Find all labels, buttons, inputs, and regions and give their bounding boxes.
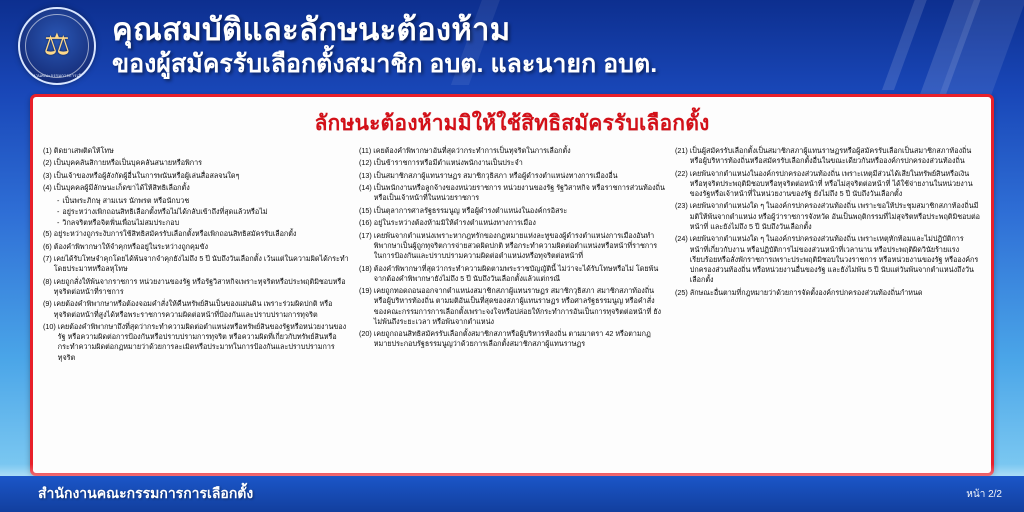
item-text: ต้องคำพิพากษาที่สุดว่ากระทำความผิดตามพระราชบัญญัตินี้ ไม่ว่าจะได้รับโทษหรือไม่ โดยพ้นจากต้องคำพิพากษายังไม่ถึง 5 ปี นับถึงวันเลือกตั้งแล้วแต่กรณี bbox=[373, 263, 659, 283]
item-text: เคยต้องคำพิพากษาถึงที่สุดว่ากระทำความผิดต่อตำแหน่งหรือทรัพย์สินของรัฐหรือหน่วยงานของรัฐ หรือความผิดต่อการป้องกันหรือปราบปรามการทุจริต หรือความผิดที่เกี่ยวกับทรัพย์สินหรือกระทำความผิดต่อกฏหมายว่าด้วยการละเมิดหรือประมาทในการป้องกันและปราบปรามการทุจริต bbox=[57, 321, 347, 362]
list-item bbox=[43, 146, 349, 156]
dash-bullet-icon: - bbox=[57, 195, 60, 205]
title-block bbox=[112, 13, 657, 79]
emblem-scales-icon: ⚖ bbox=[43, 28, 71, 62]
list-item bbox=[359, 218, 665, 228]
list-item bbox=[675, 234, 981, 285]
list-item bbox=[43, 277, 349, 297]
list-item bbox=[43, 171, 349, 181]
list-item bbox=[43, 229, 349, 239]
item-number: (1) bbox=[43, 146, 52, 155]
item-number: (3) bbox=[43, 170, 52, 180]
item-number: (5) bbox=[43, 229, 52, 239]
card-title: ลักษนะต้องห้ามมิให้ใช้สิทธิสมัครรับเลือกตั้ง bbox=[314, 112, 710, 135]
list-item bbox=[43, 322, 349, 363]
item-number: (23) bbox=[675, 201, 688, 211]
item-text: เคยถูกทอดถอนออกจากตำแหน่งสมาชิกสภาผู้แทนราษฏร สมาชิกวุธิสภา สมาชิกสภาท้องถิ่น หรือผู้บริหารท้องถิ่น ตามมติอันเป็นที่สุดของสภาผู้แทนราษฏร หรือศาลรัฐธรรมนูญ หรือคำสั่งของคณะกรรมการการเลือกตั้งเพราะจงใจหรือปล่อยให้กระทำการอันเป็นการทุจริตต่อหน้าที่ ยังไม่พ้นถึงระยะเวลา หรือพ้นจากตำแหน่ง bbox=[373, 286, 662, 326]
item-text: ลักษณะอื่นตามที่กฎหมายว่าด้วยการจัดตั้งองค์กรปกครองส่วนท้องถิ่นกำหนด bbox=[689, 287, 923, 297]
list-item bbox=[359, 329, 665, 349]
item-number: (2) bbox=[43, 158, 52, 168]
item-number: (17) bbox=[359, 230, 372, 240]
item-text: เป็นผู้สมัครรับเลือกตั้งเป็นสมาชิกสภาผู้แทนราษฏรหรือผู้สมัครรับเลือกเป็นสมาชิกสภาท้องถิ่นหรือผู้บริหารท้องถิ่นหรือสมัครรับเลือกตั้งอื่นในขณะเดียวกันหรือองค์กรปกครองส่วนท้องถิ่น bbox=[689, 146, 972, 166]
item-number: (4) bbox=[43, 183, 52, 193]
sub-item bbox=[43, 196, 349, 206]
content-card bbox=[30, 94, 994, 476]
content-columns bbox=[43, 146, 981, 365]
column-1 bbox=[43, 146, 349, 365]
dash-bullet-icon: - bbox=[57, 206, 60, 216]
item-text: เคยต้องคำพิพากษาอันที่สุดว่ากระทำการเป็นทุจริตในการเลือกตั้ง bbox=[373, 146, 571, 155]
page-title: คุณสมบัติและลักษนะต้องห้าม bbox=[112, 11, 511, 47]
item-number: (16) bbox=[359, 218, 372, 228]
list-item bbox=[43, 242, 349, 252]
item-number: (12) bbox=[359, 158, 372, 168]
list-item bbox=[359, 206, 665, 216]
list-item bbox=[43, 299, 349, 319]
list-item bbox=[43, 183, 349, 193]
item-text: เป็นบุคคลผู้มีลักษนะเก็ดขาได้ให้สิทธิเลือกตั้ง bbox=[53, 183, 190, 193]
list-item bbox=[43, 158, 349, 168]
item-number: (24) bbox=[675, 234, 688, 244]
slide-footer bbox=[0, 476, 1024, 512]
item-text: ติดยาเสพติดให้โทษ bbox=[53, 146, 114, 155]
list-item bbox=[675, 169, 981, 200]
item-text: เป็นสมาชิกสภาผู้แทนราษฏร สมาชิกวุธิสภา หรือผู้ดำรงตำแหน่งทางการเมืองอื่น bbox=[373, 170, 618, 180]
item-text: เป็นบุคคลันสิกายหรือเป็นบุคคลันสนายหรือพิการ bbox=[53, 158, 203, 168]
item-number: (10) bbox=[43, 321, 56, 331]
sub-item bbox=[43, 207, 349, 217]
list-item bbox=[359, 183, 665, 203]
item-number: (19) bbox=[359, 286, 372, 296]
item-number: (22) bbox=[675, 168, 688, 178]
item-number: (25) bbox=[675, 287, 688, 297]
list-item bbox=[43, 254, 349, 274]
item-text: เป็นเจ้าของหรือผู้สังกัดผู้อื่นในการพนันหรือผู้เล่นสื่อสลจนใดๆ bbox=[53, 170, 240, 180]
item-text: อยู่ระหว่างถูกระงับการใช้สิทธิสมัครรับเลือกตั้งหรือเพิกถอนสิทธิสมัครรับเลือกตั้ง bbox=[53, 229, 297, 239]
dash-bullet-icon: - bbox=[57, 218, 60, 228]
organization-name: สำนักงานคณะกรรมการการเลือกตั้ง bbox=[38, 485, 254, 501]
item-text: เคยพ้นจากตำแหน่งเพราะหากฎทรักของกฏหมายแห่งละทูของผู้ดำรงตำแหน่งการเมืองอันทำพิพากษาเป็นผู้ถูกทุจริตการจ่ายสวดผิดปกติ หรือกระทำความผิดต่อตำแหน่งหรือหน้าที่ราชการในการป้องกันและปราบปรามความผิดต่อตำแหน่งหรือทุจริตต่อหน้าที่ bbox=[373, 230, 658, 261]
page-subtitle: ของผู้สมัครรับเลือกตั้งสมาชิก อบต. และนายก อบต. bbox=[112, 49, 658, 78]
slide-header bbox=[0, 0, 1024, 92]
item-number: (6) bbox=[43, 241, 52, 251]
item-text: เคยพ้นจากตำแหน่งใด ๆ ในองค์กรปกครองส่วนท้องถิ่น เพราะขอให้ประชุมสมาชิกสภาท้องถิ่นมีมติให้พ้นจากตำแหน่ง หรือผู้ว่าราชการจังหวัด อันเป็นพฤติกรรมที่ไม่สุจริตหรือประพฤติมิชอบต่อหน้าที่ และยังไม่ถึง 5 ปี นับถึงวันเลือกตั้ง bbox=[689, 201, 980, 231]
item-text: เป็นข้าราชการหรือมีตำแหน่งพนักงานเป็นประจำ bbox=[373, 158, 523, 168]
item-text: ต้องคำพิพากษาให้จำคุกหรืออยู่ในระหว่างถูกคุมขัง bbox=[53, 241, 209, 251]
list-item bbox=[359, 286, 665, 327]
item-text: เคยพ้นจากตำแหน่งใด ๆ ในองค์กรปกครองส่วนท้องถิ่น เพราะเหตุทักท้อมและไม่ปฏิบัติการหน้าที่เกี่ยวกับงาน หรือปฏิบัติการไม่ของส่วนหน้าที่เวลานาน หรือประพฤติผิดวินัยร้ายแรง เรียบร้อยหรือสั่งพักราชการเพราะประพฤติมิชอบในวงราชการ หรือหน่วยงานของรัฐ หรือองค์กรปกครองส่วนท้องถิ่น หรือหน่วยงานอื่นของรัฐ และยังไม่พ้น 5 ปี นับแต่วันพ้นจากตำแหน่งถึงวันเลือกตั้ง bbox=[689, 234, 979, 285]
column-3 bbox=[675, 146, 981, 300]
list-item bbox=[359, 171, 665, 181]
item-number: (20) bbox=[359, 329, 372, 339]
item-text: เคยได้รับโทษจำคุกโดยได้พ้นจากจำคุกยังไม่ถึง 5 ปี นับถึงวันเลือกตั้ง เว้นแต่ในความผิดได้กระทำโดยประมาทหรือลหุโทษ bbox=[53, 254, 349, 274]
item-number: (18) bbox=[359, 263, 372, 273]
sub-item-text: อยู่ระหว่างเพิกถอนสิทธิเลือกตั้งหรือไม่ได้กลับเข้าถึงที่สุดแล้วหรือไม่ bbox=[62, 206, 268, 216]
sub-item bbox=[43, 218, 349, 228]
column-2 bbox=[359, 146, 665, 352]
list-item bbox=[675, 288, 981, 298]
list-item bbox=[359, 146, 665, 156]
item-number: (11) bbox=[359, 146, 372, 155]
item-number: (15) bbox=[359, 205, 372, 215]
emblem-arc-text: สำนักงานคณะกรรมการการเลือกตั้ง bbox=[22, 73, 92, 78]
sub-item-text: เป็นพระภิกษุ สามเนร นักพรต หรือนักบวช bbox=[62, 195, 190, 205]
item-text: อยู่ในระหว่างต้องห้ามมิให้ดำรงตำแหน่งทางการเมือง bbox=[373, 218, 536, 228]
item-text: เคยต้องคำพิพากษาหรือต้องจอมคำสั่งให้คืนทรัพย์สินเป็นของแผ่นดิน เพราะร่วมผิดปกติ หรือทุจริตต่อหน้าที่สูงได้หรือพระราชการความผิดต่อหน้าที่ป้องกันและปราบปรามการทุจริต bbox=[53, 299, 333, 319]
page-number: หน้า 2/2 bbox=[966, 488, 1002, 500]
item-text: เคยถูกถอนสิทธิสมัครรับเลือกตั้งสมาชิกสภาหรือผู้บริหารท้องถิ่น ตามมาตรา 42 หรือตามกฏหมายประกอบรัฐธรรมนูญว่าด้วยการเลือกตั้งสมาชิกสภาผู้แทนราษฏร bbox=[373, 329, 651, 349]
item-text: เคยถูกสั่งให้พ้นจากราชการ หน่วยงานของรัฐ หรือรัฐวิสาหกิจเพราะทุจริตหรือประพฤติมิชอบหรือทุจริตต่อหน้าที่ราชการ bbox=[53, 276, 346, 296]
item-number: (7) bbox=[43, 254, 52, 264]
item-text: เคยพ้นจากตำแหน่งในองค์กรปกครองส่วนท้องถิ่น เพราะเหตุมีส่วนได้เสียในทรัพย์สินหรือเงินหรือทุจริตประพฤติมิชอบหรือทุจริตต่อหน้าที่ หรือไม่สุจริตต่อหน้าที่ ได้ใช้จ่ายงานในหน่วยงานของรัฐหรือเจ้าหน้าที่ในหน่วยงานของรัฐ ยังไม่ถึง 5 ปี นับถึงวันเลือกตั้ง bbox=[689, 168, 973, 199]
item-number: (21) bbox=[675, 146, 688, 155]
sub-item-text: วิกลจริตหรือจิตฟั่นเพื่อนไม่สมประกอบ bbox=[62, 218, 180, 228]
list-item bbox=[359, 231, 665, 262]
list-item bbox=[675, 201, 981, 232]
item-number: (13) bbox=[359, 170, 372, 180]
item-text: เป็นพนักงานหรือลูกจ้างของหน่วยราชการ หน่วยงานของรัฐ รัฐวิสาหกิจ หรือราชการส่วนท้องถิ่น หรือเป็นเจ้าหน้าที่ในหน่วยราชการ bbox=[373, 183, 665, 203]
item-number: (8) bbox=[43, 276, 52, 286]
item-number: (9) bbox=[43, 299, 52, 309]
list-item bbox=[359, 264, 665, 284]
item-text: เป็นตุลาการศาลรัฐธรรมนูญ หรือผู้ดำรงตำแหน่งในองค์กรอิสระ bbox=[373, 205, 568, 215]
list-item bbox=[675, 146, 981, 166]
ect-emblem-icon bbox=[18, 7, 96, 85]
list-item bbox=[359, 158, 665, 168]
item-number: (14) bbox=[359, 183, 372, 193]
